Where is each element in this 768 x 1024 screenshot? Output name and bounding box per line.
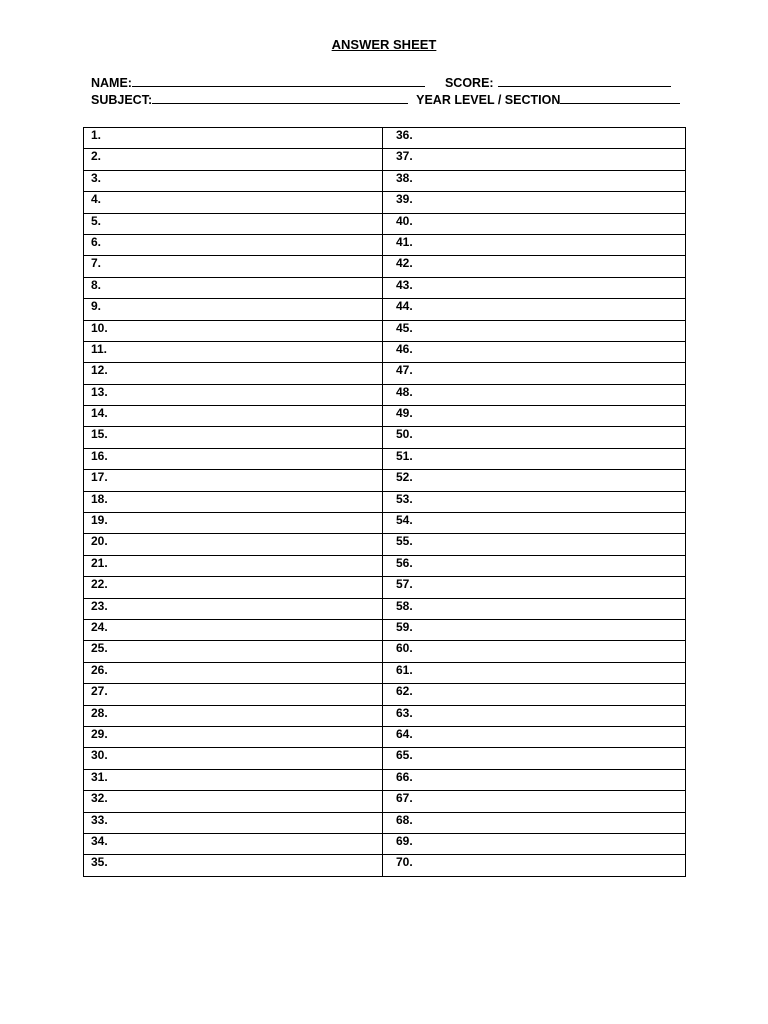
answer-cell[interactable]: 36. [383,128,686,149]
subject-blank[interactable] [152,92,408,104]
table-row [84,256,686,277]
table-row [84,726,686,747]
answer-cell[interactable]: 6. [84,234,383,255]
table-row [84,619,686,640]
year-section-blank[interactable] [560,92,680,104]
answer-cell[interactable]: 38. [383,170,686,191]
table-row [84,705,686,726]
answer-cell[interactable]: 60. [383,641,686,662]
answer-cell[interactable]: 4. [84,192,383,213]
table-row [84,149,686,170]
answer-cell[interactable]: 5. [84,213,383,234]
answer-cell[interactable]: 12. [84,363,383,384]
answer-cell[interactable]: 29. [84,726,383,747]
table-row [84,277,686,298]
answer-cell[interactable]: 24. [84,619,383,640]
table-row [84,363,686,384]
answer-cell[interactable]: 48. [383,384,686,405]
name-blank[interactable] [132,75,425,87]
table-row [84,128,686,149]
table-row [84,662,686,683]
answer-cell[interactable]: 39. [383,192,686,213]
answer-cell[interactable]: 69. [383,833,686,854]
answer-cell[interactable]: 41. [383,234,686,255]
year-section-label: YEAR LEVEL / SECTION [416,93,561,107]
answer-cell[interactable]: 33. [84,812,383,833]
answer-cell[interactable]: 67. [383,791,686,812]
answer-cell[interactable]: 64. [383,726,686,747]
table-row [84,234,686,255]
answer-cell[interactable]: 51. [383,448,686,469]
table-row [84,748,686,769]
table-row [84,812,686,833]
answer-cell[interactable]: 37. [383,149,686,170]
answer-cell[interactable]: 34. [84,833,383,854]
answer-cell[interactable]: 14. [84,406,383,427]
answer-table [83,127,686,877]
page-title: ANSWER SHEET [331,37,437,52]
table-row [84,684,686,705]
answer-cell[interactable]: 17. [84,470,383,491]
table-row [84,598,686,619]
answer-cell[interactable]: 70. [383,855,686,876]
answer-cell[interactable]: 13. [84,384,383,405]
answer-cell[interactable]: 61. [383,662,686,683]
answer-cell[interactable]: 19. [84,513,383,534]
answer-cell[interactable]: 42. [383,256,686,277]
subject-label: SUBJECT: [91,93,153,107]
answer-table-body [84,128,686,877]
table-row [84,427,686,448]
answer-cell[interactable]: 10. [84,320,383,341]
table-row [84,577,686,598]
table-row [84,855,686,876]
table-row [84,384,686,405]
table-row [84,192,686,213]
answer-cell[interactable]: 57. [383,577,686,598]
table-row [84,341,686,362]
answer-cell[interactable]: 55. [383,534,686,555]
answer-cell[interactable]: 26. [84,662,383,683]
answer-cell[interactable]: 59. [383,619,686,640]
answer-cell[interactable]: 40. [383,213,686,234]
answer-cell[interactable]: 49. [383,406,686,427]
table-row [84,448,686,469]
answer-cell[interactable]: 3. [84,170,383,191]
answer-cell[interactable]: 15. [84,427,383,448]
answer-cell[interactable]: 11. [84,341,383,362]
table-row [84,470,686,491]
answer-cell[interactable]: 54. [383,513,686,534]
table-row [84,791,686,812]
table-row [84,213,686,234]
answer-cell[interactable]: 1. [84,128,383,149]
answer-cell[interactable]: 35. [84,855,383,876]
answer-cell[interactable]: 30. [84,748,383,769]
table-row [84,170,686,191]
answer-cell[interactable]: 50. [383,427,686,448]
answer-cell[interactable]: 56. [383,555,686,576]
score-label: SCORE: [444,76,494,90]
answer-cell[interactable]: 63. [383,705,686,726]
name-score-line [91,75,671,90]
name-label: NAME: [91,76,132,90]
answer-cell[interactable]: 7. [84,256,383,277]
subject-section-line [91,92,680,107]
table-row [84,299,686,320]
answer-cell[interactable]: 28. [84,705,383,726]
table-row [84,320,686,341]
answer-cell[interactable]: 53. [383,491,686,512]
answer-cell[interactable]: 43. [383,277,686,298]
answer-cell[interactable]: 58. [383,598,686,619]
table-row [84,406,686,427]
answer-cell[interactable]: 46. [383,341,686,362]
table-row [84,769,686,790]
score-blank[interactable] [498,75,671,87]
answer-cell[interactable]: 32. [84,791,383,812]
table-row [84,534,686,555]
table-row [84,491,686,512]
answer-cell[interactable]: 65. [383,748,686,769]
answer-cell[interactable]: 21. [84,555,383,576]
answer-cell[interactable]: 9. [84,299,383,320]
answer-cell[interactable]: 22. [84,577,383,598]
answer-cell[interactable]: 2. [84,149,383,170]
answer-cell[interactable]: 68. [383,812,686,833]
answer-cell[interactable]: 66. [383,769,686,790]
answer-cell[interactable]: 44. [383,299,686,320]
table-row [84,513,686,534]
answer-cell[interactable]: 8. [84,277,383,298]
answer-cell[interactable]: 31. [84,769,383,790]
answer-cell[interactable]: 16. [84,448,383,469]
answer-cell[interactable]: 27. [84,684,383,705]
answer-cell[interactable]: 45. [383,320,686,341]
table-row [84,641,686,662]
answer-cell[interactable]: 47. [383,363,686,384]
answer-cell[interactable]: 18. [84,491,383,512]
table-row [84,555,686,576]
answer-cell[interactable]: 23. [84,598,383,619]
table-row [84,833,686,854]
answer-cell[interactable]: 20. [84,534,383,555]
answer-cell[interactable]: 62. [383,684,686,705]
answer-cell[interactable]: 25. [84,641,383,662]
answer-cell[interactable]: 52. [383,470,686,491]
